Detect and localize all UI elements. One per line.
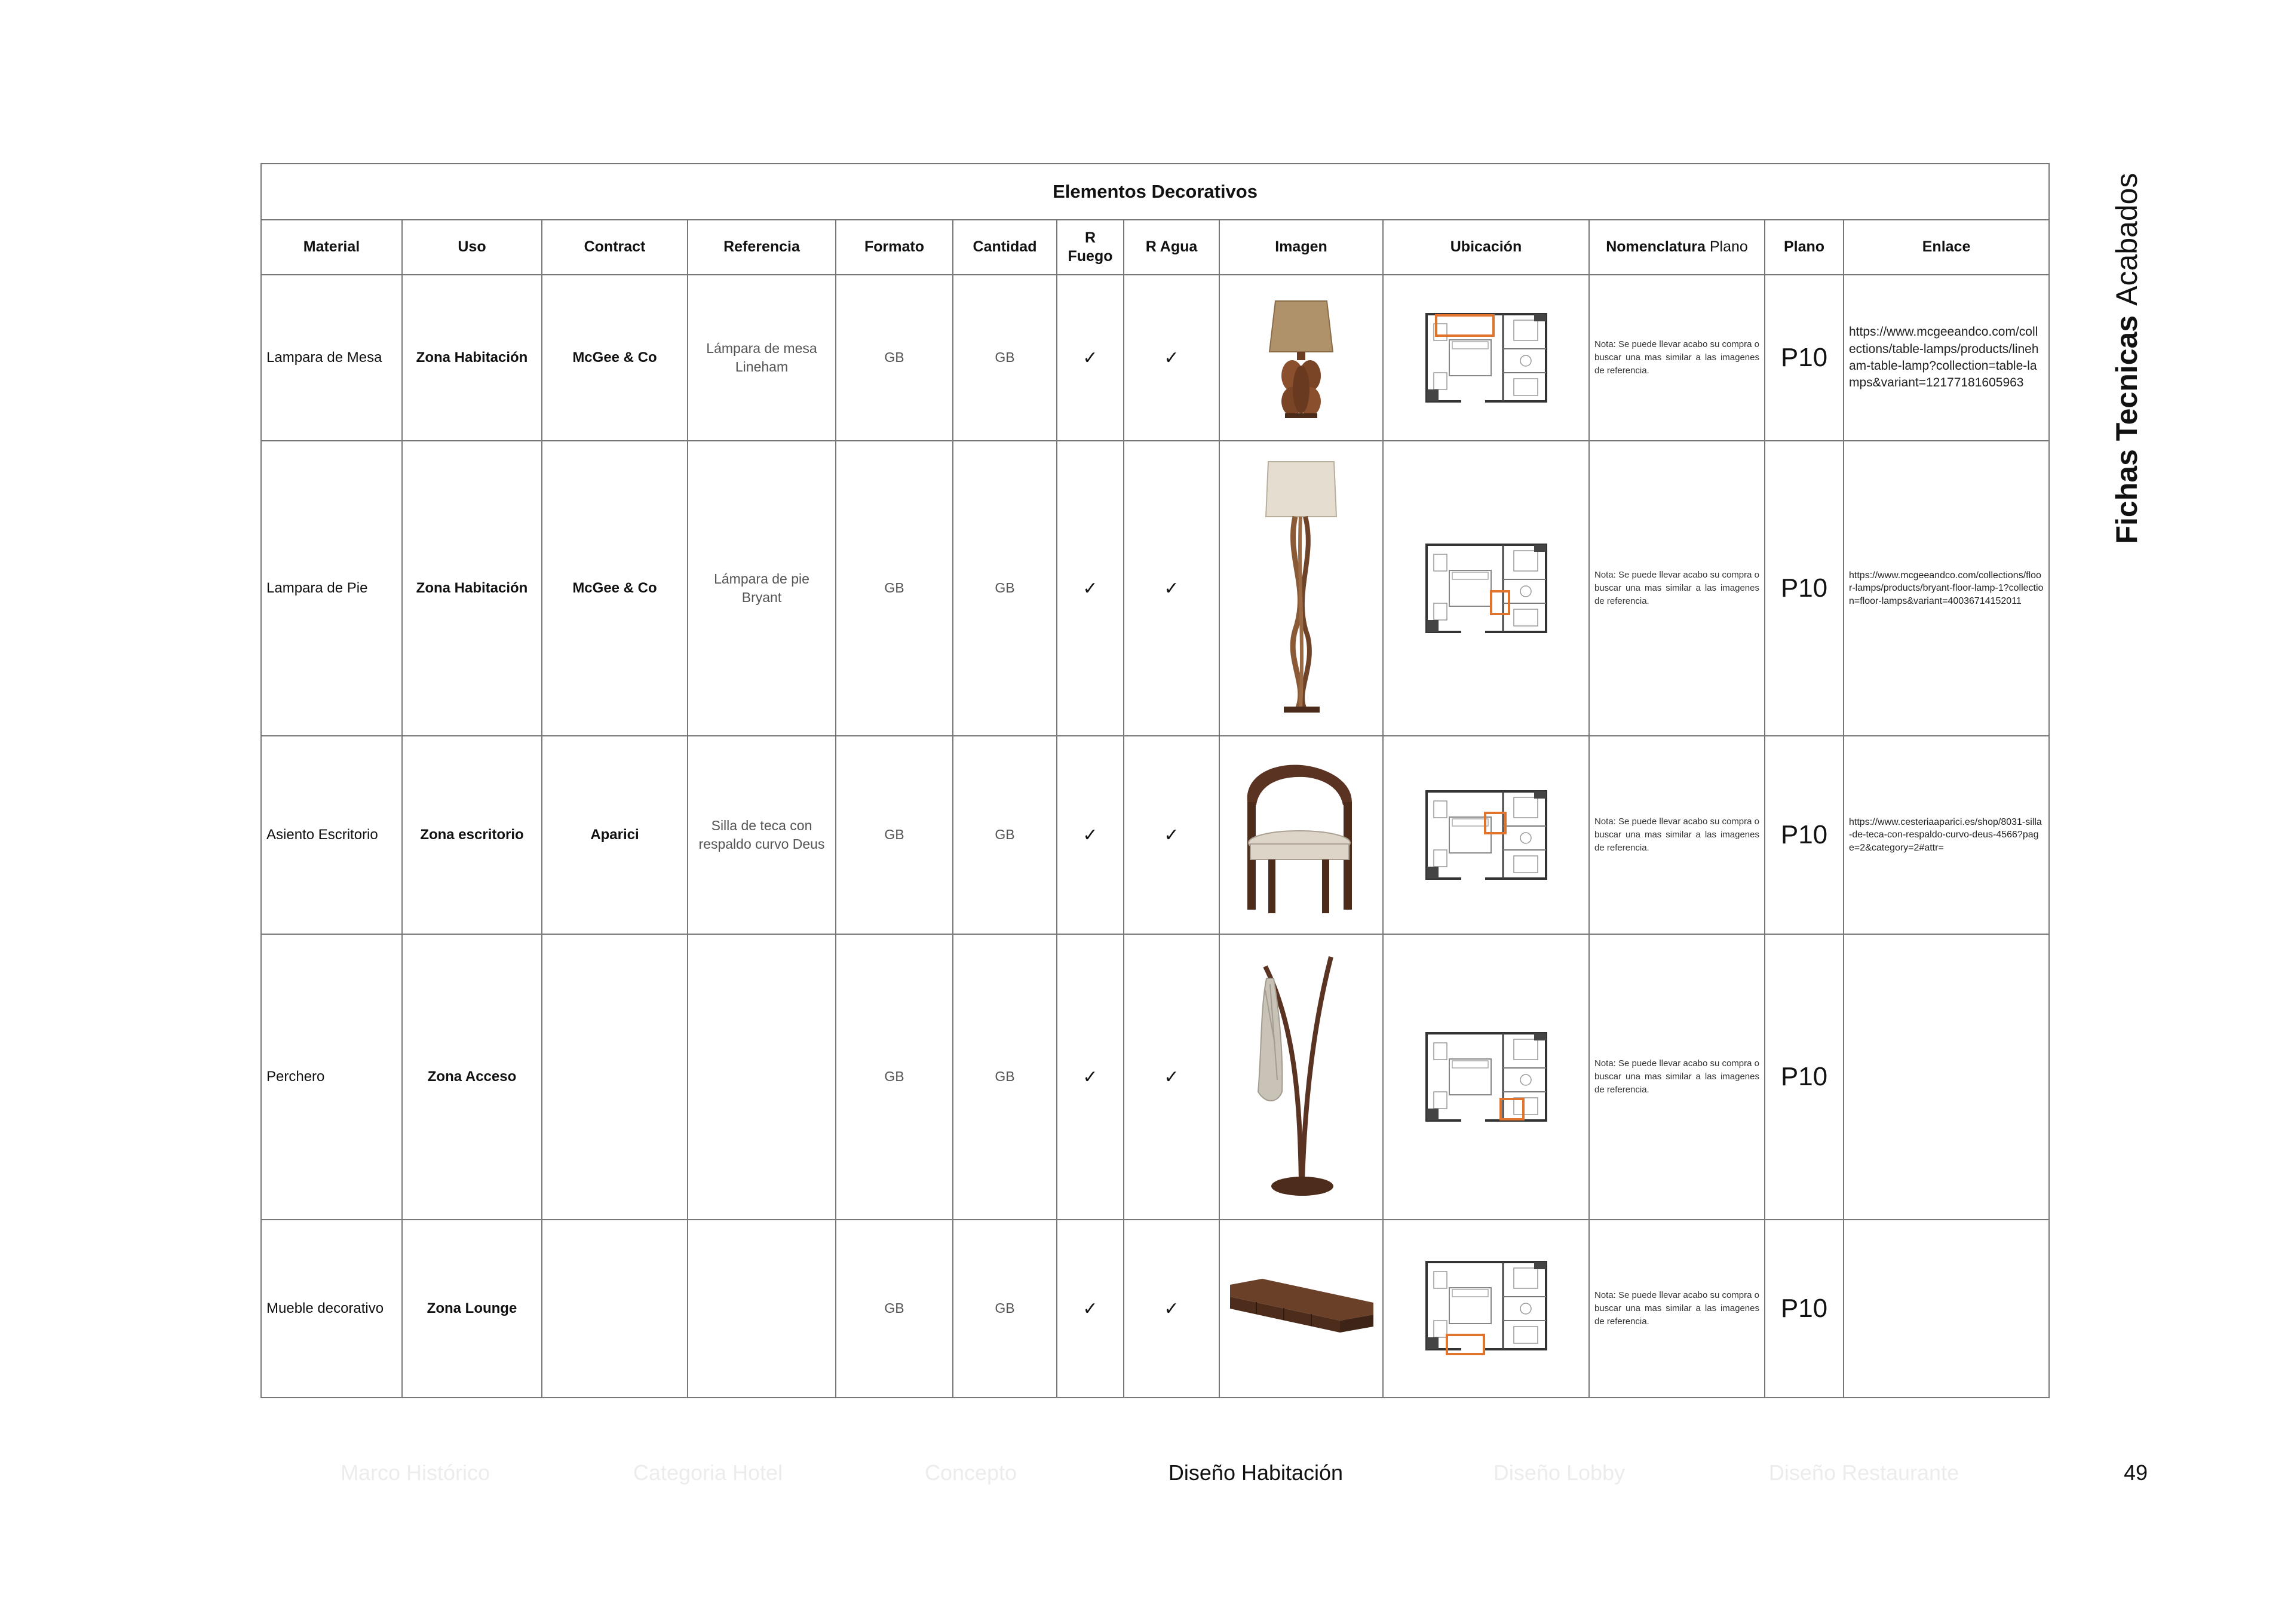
cell-referencia: Lámpara de mesa Lineham [688,275,836,441]
cell-referencia [688,934,836,1220]
cell-enlace[interactable] [1844,1220,2049,1398]
cell-plano: P10 [1765,736,1844,934]
cell-uso: Zona Lounge [402,1220,542,1398]
cell-nomenclatura: Nota: Se puede llevar acabo su compra o buscar una mas similar a las imagenes de referencia. [1589,441,1765,736]
cell-r-agua: ✓ [1124,736,1219,934]
cell-referencia [688,1220,836,1398]
header-ubicacion: Ubicación [1383,220,1589,275]
coat-rack-image [1253,954,1349,1199]
cell-referencia: Silla de teca con respaldo curvo Deus [688,736,836,934]
cell-ubicacion [1383,1220,1589,1398]
cell-material: Asiento Escritorio [261,736,402,934]
table-row [261,934,2049,1220]
table-row [261,275,2049,441]
cell-formato: GB [836,934,953,1220]
cell-uso: Zona escritorio [402,736,542,934]
header-nomenclatura-bold: Nomenclatura [1606,238,1706,256]
chair-image [1232,754,1370,916]
cell-nomenclatura: Nota: Se puede llevar acabo su compra o buscar una mas similar a las imagenes de referencia. [1589,1220,1765,1398]
nav-diseno-lobby[interactable]: Diseño Lobby [1493,1460,1626,1485]
cell-referencia: Lámpara de pie Bryant [688,441,836,736]
cell-formato: GB [836,275,953,441]
cell-cantidad: GB [953,1220,1057,1398]
cell-formato: GB [836,736,953,934]
page-title-light: Acabados [2110,173,2143,306]
cell-plano: P10 [1765,275,1844,441]
cell-plano: P10 [1765,441,1844,736]
page-title [2091,161,2163,555]
cell-imagen [1219,275,1383,441]
table-row [261,441,2049,736]
footer-nav [0,1460,2294,1496]
cell-material: Mueble decorativo [261,1220,402,1398]
page-title-bold: Fichas Tecnicas [2110,315,2143,544]
cell-nomenclatura: Nota: Se puede llevar acabo su compra o buscar una mas similar a las imagenes de referencia. [1589,934,1765,1220]
floor-plan-image [1425,790,1547,880]
cell-ubicacion [1383,275,1589,441]
cell-plano: P10 [1765,934,1844,1220]
table-title: Elementos Decorativos [261,164,2049,220]
cell-imagen [1219,1220,1383,1398]
cell-contract [542,1220,688,1398]
floor-plan-image [1425,1261,1547,1356]
header-enlace: Enlace [1844,220,2049,275]
header-formato: Formato [836,220,953,275]
cell-r-fuego: ✓ [1057,1220,1124,1398]
header-nomenclatura-light: Plano [1709,238,1748,256]
nav-categoria-hotel[interactable]: Categoria Hotel [633,1460,783,1485]
header-r-fuego: R Fuego [1057,220,1124,275]
cell-r-agua: ✓ [1124,934,1219,1220]
cell-cantidad: GB [953,275,1057,441]
cell-r-fuego: ✓ [1057,736,1124,934]
cell-material: Lampara de Pie [261,441,402,736]
header-nomenclatura [1589,220,1765,275]
nav-marco-historico[interactable]: Marco Histórico [340,1460,490,1485]
cell-cantidad: GB [953,736,1057,934]
cell-enlace[interactable]: https://www.mcgeeandco.com/collections/floor-lamps/products/bryant-floor-lamp-1?collection=floor-lamps&variant=40036714152011 [1844,441,2049,736]
header-cantidad: Cantidad [953,220,1057,275]
cell-r-fuego: ✓ [1057,441,1124,736]
cell-contract: McGee & Co [542,441,688,736]
cell-r-agua: ✓ [1124,275,1219,441]
cell-enlace[interactable] [1844,934,2049,1220]
floor-plan-image [1425,313,1547,403]
cell-plano: P10 [1765,1220,1844,1398]
cell-r-fuego: ✓ [1057,934,1124,1220]
nav-diseno-habitacion[interactable]: Diseño Habitación [1168,1460,1344,1485]
cell-formato: GB [836,441,953,736]
header-uso: Uso [402,220,542,275]
cell-uso: Zona Habitación [402,275,542,441]
page-title-wrapper [2091,161,2163,555]
cell-imagen [1219,736,1383,934]
cell-uso: Zona Acceso [402,934,542,1220]
cell-contract: McGee & Co [542,275,688,441]
cell-r-agua: ✓ [1124,441,1219,736]
nav-diseno-restaurante[interactable]: Diseño Restaurante [1768,1460,1959,1485]
floor-plan-image [1425,544,1547,633]
header-imagen: Imagen [1219,220,1383,275]
cell-ubicacion [1383,934,1589,1220]
cell-uso: Zona Habitación [402,441,542,736]
cell-nomenclatura: Nota: Se puede llevar acabo su compra o buscar una mas similar a las imagenes de referencia. [1589,736,1765,934]
header-referencia: Referencia [688,220,836,275]
cell-contract [542,934,688,1220]
cell-ubicacion [1383,441,1589,736]
floor-lamp-image [1262,457,1340,720]
cell-imagen [1219,934,1383,1220]
cell-material: Lampara de Mesa [261,275,402,441]
cell-enlace[interactable]: https://www.mcgeeandco.com/collections/table-lamps/products/lineham-table-lamp?collection=table-lamps&variant=12177181605963 [1844,275,2049,441]
page-number: 49 [2124,1460,2148,1485]
header-contract: Contract [542,220,688,275]
cell-enlace[interactable]: https://www.cesteriaaparici.es/shop/8031-silla-de-teca-con-respaldo-curvo-deus-4566?page=2&category=2#attr= [1844,736,2049,934]
cell-r-fuego: ✓ [1057,275,1124,441]
cell-formato: GB [836,1220,953,1398]
cell-contract: Aparici [542,736,688,934]
decor-elements-table [260,163,2050,1398]
cell-material: Perchero [261,934,402,1220]
sideboard-image [1226,1273,1376,1344]
floor-plan-image [1425,1032,1547,1122]
cell-nomenclatura: Nota: Se puede llevar acabo su compra o buscar una mas similar a las imagenes de referencia. [1589,275,1765,441]
cell-cantidad: GB [953,441,1057,736]
table-row [261,736,2049,934]
table-header-row [261,220,2049,275]
cell-imagen [1219,441,1383,736]
cell-r-agua: ✓ [1124,1220,1219,1398]
header-material: Material [261,220,402,275]
table-lamp-image [1262,295,1340,420]
header-plano: Plano [1765,220,1844,275]
header-r-agua: R Agua [1124,220,1219,275]
table-row [261,1220,2049,1398]
cell-ubicacion [1383,736,1589,934]
nav-concepto[interactable]: Concepto [924,1460,1017,1485]
cell-cantidad: GB [953,934,1057,1220]
